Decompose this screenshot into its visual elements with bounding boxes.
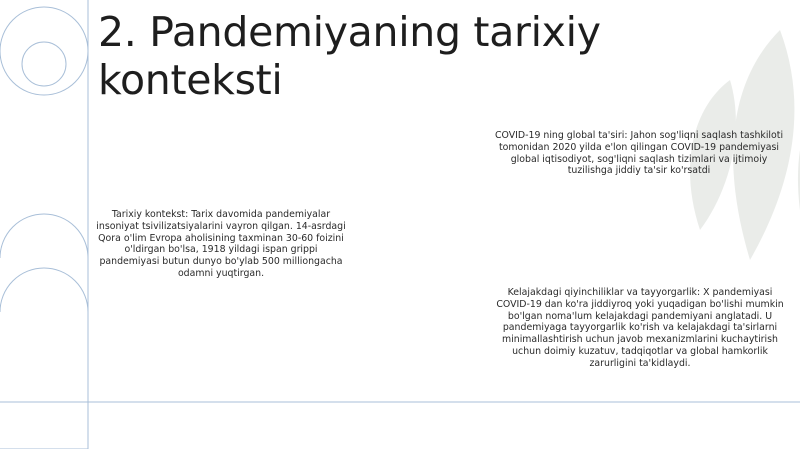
historical-context-text: Tarixiy kontekst: Tarix davomida pandemiyalar insoniyat tsivilizatsiyalarini vayron qilgan. 14-asrdagi Qora o'lim Evropa aholisining taxminan 30-60 foizini o'ldirgan bo'lsa, 1918 yildagi ispan grippi pandemiyasi butun dunyo bo'ylab 500 milliongacha odamni yuqtirgan. [96,209,346,279]
future-challenges-text: Kelajakdagi qiyinchiliklar va tayyorgarlik: X pandemiyasi COVID-19 dan ko'ra jiddiyroq yoki yuqadigan bo'lishi mumkin bo'lgan noma'lum kelajakdagi pandemiyani anglatadi. U pandemiyaga tayyorgarlik ko'rish va kelajakdagi ta'sirlarni minimallashtirish uchun javob mexanizmlarini kuchaytirish uchun doimiy kuzatuv, tadqiqotlar va global hamkorlik zarurligini ta'kidlaydi. [496,287,784,369]
inner-circle-decoration [22,42,66,86]
global-impact-text: COVID-19 ning global ta'siri: Jahon sog'liqni saqlash tashkiloti tomonidan 2020 yilda e'lon qilingan COVID-19 pandemiyasi global iqtisodiyot, sog'liqni saqlash tizimlari va ijtimoiy tuzilishga jiddiy ta'sir ko'rsatdi [494,130,784,177]
arch-decoration-2 [0,268,88,312]
arch-decoration-1 [0,214,88,258]
outer-circle-decoration [0,7,88,95]
slide-title: 2. Pandemiyaning tarixiy konteksti [98,8,601,104]
